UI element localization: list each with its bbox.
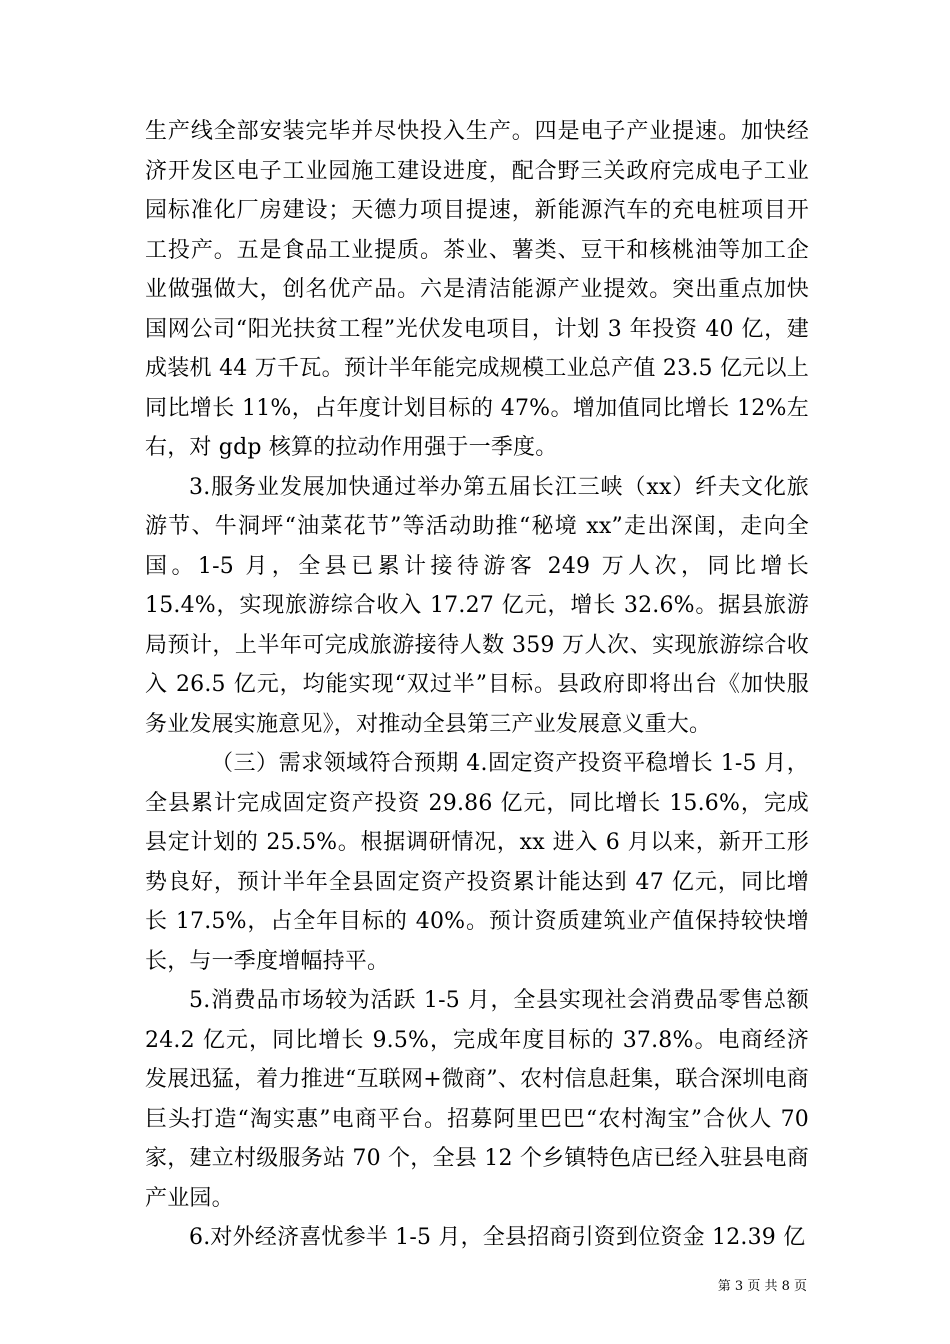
paragraph-services: 3.服务业发展加快通过举办第五届长江三峡（xx）纤夫文化旅游节、牛洞坪“油菜花节”等活动助推“秘境 xx”走出深闺，走向全国。1-5 月，全县已累计接待游客 249 万人次，同比增长 15.4%，实现旅游综合收入 17.27 亿元，增长 32.6%。据县旅游局预计，上半年可完成旅游接待人数 359 万人次、实现旅游综合收入 26.5 亿元，均能实现“双过半”目标。县政府即将出台《加快服务业发展实施意见》，对推动全县第三产业发展意义重大。 [145,474,809,737]
paragraph-external-economy: 6.对外经济喜忧参半 1-5 月，全县招商引资到位资金 12.39 亿 [189,1225,806,1250]
document-body [145,112,809,1258]
paragraph-demand-investment: （三）需求领域符合预期 4.固定资产投资平稳增长 1-5 月，全县累计完成固定资产投资 29.86 亿元，同比增长 15.6%，完成县定计划的 25.5%。根据调研情况，xx 进入 6 月以来，新开工形势良好，预计半年全县固定资产投资累计能达到 47 亿元，同比增长 17.5%，占全年目标的 40%。预计资质建筑业产值保持较快增长，与一季度增幅持平。 [145,751,809,974]
page-number-footer: 第 3 页 共 8 页 [717,1279,807,1294]
paragraph-consumption: 5.消费品市场较为活跃 1-5 月，全县实现社会消费品零售总额 24.2 亿元，同比增长 9.5%，完成年度目标的 37.8%。电商经济发展迅猛，着力推进“互联网+微商”、农村信息赶集，联合深圳电商巨头打造“淘实惠”电商平台。招募阿里巴巴“农村淘宝”合伙人 70 家，建立村级服务站 70 个，全县 12 个乡镇特色店已经入驻县电商产业园。 [145,988,809,1211]
paragraph-industry: 生产线全部安装完毕并尽快投入生产。四是电子产业提速。加快经济开发区电子工业园施工建设进度，配合野三关政府完成电子工业园标准化厂房建设；天德力项目提速，新能源汽车的充电桩项目开工投产。五是食品工业提质。茶业、薯类、豆干和核桃油等加工企业做强做大，创名优产品。六是清洁能源产业提效。突出重点加快国网公司“阳光扶贫工程”光伏发电项目，计划 3 年投资 40 亿，建成装机 44 万千瓦。预计半年能完成规模工业总产值 23.5 亿元以上同比增长 11%，占年度计划目标的 47%。增加值同比增长 12%左右，对 gdp 核算的拉动作用强于一季度。 [145,119,809,460]
